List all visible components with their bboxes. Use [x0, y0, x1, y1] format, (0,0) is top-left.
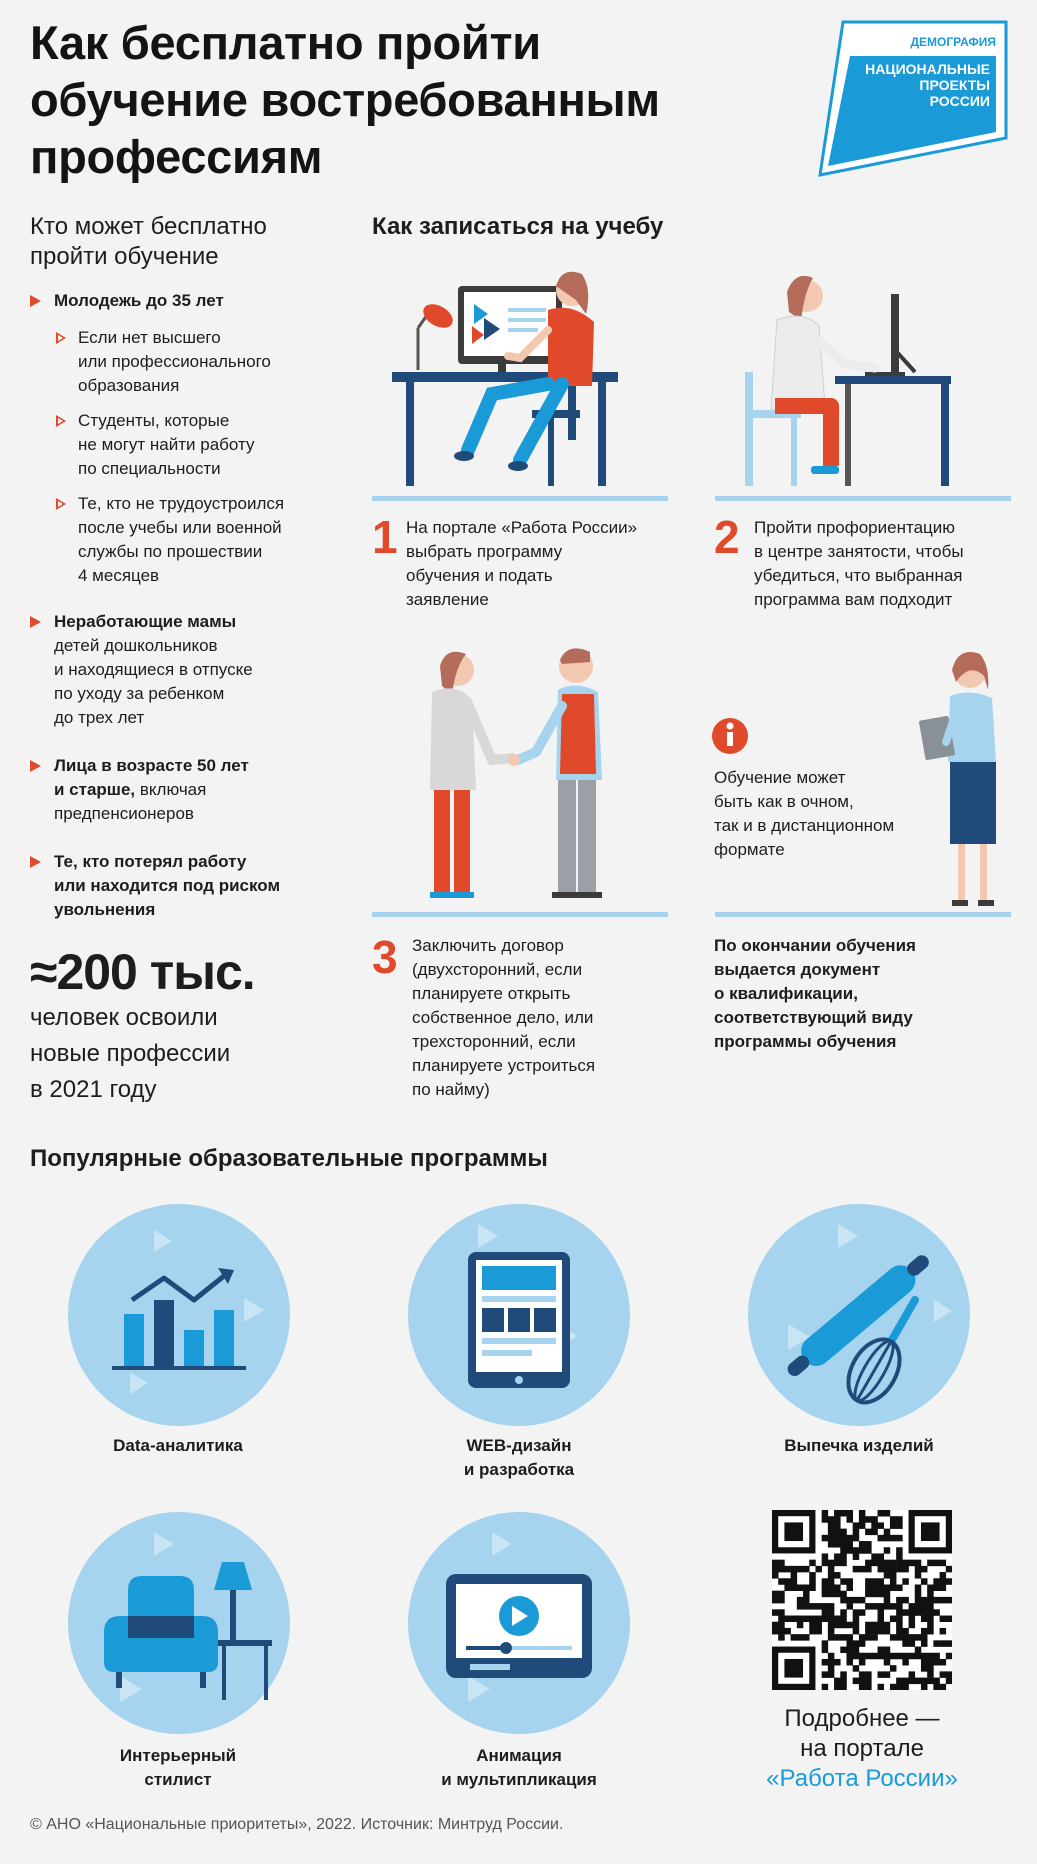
step-2-number: 2: [714, 511, 740, 563]
floor-line: [715, 912, 1011, 917]
program-label-baking: Выпечка изделий: [784, 1436, 934, 1455]
arrow-outline-icon: [56, 415, 66, 427]
sub-item-students: Студенты, которые не могут найти работу по специальности: [56, 409, 326, 481]
armchair-icon: [68, 1512, 290, 1734]
category-moms: Неработающие мамы детей дошкольников и находящиеся в отпуске по уходу за ребенком до трех лет: [30, 610, 340, 730]
svg-text:ПРОЕКТЫ: ПРОЕКТЫ: [919, 77, 990, 93]
portal-text: Подробнее — на портале «Работа России»: [742, 1704, 982, 1794]
step-2-text: Пройти профориентацию в центре занятости, чтобы убедиться, что выбранная программа вам подходит: [754, 518, 964, 609]
category-lost-job: Те, кто потерял работу или находится под риском увольнения: [30, 850, 340, 922]
floor-line: [715, 496, 1011, 501]
arrow-outline-icon: [56, 498, 66, 510]
woman-profile-desk-illustration: [715, 260, 1015, 498]
floor-line: [372, 912, 668, 917]
info-text: Обучение может быть как в очном, так и в дистанционном формате: [714, 768, 895, 859]
program-label-interior: Интерьерный стилист: [119, 1746, 237, 1789]
stat-description: человек освоили новые профессии в 2021 году: [30, 1004, 231, 1103]
video-player-icon: [408, 1512, 630, 1734]
floor-line: [372, 496, 668, 501]
rolling-pin-icon: [748, 1204, 970, 1426]
program-label-animation: Анимация и мультипликация: [441, 1746, 597, 1789]
step-3-text: Заключить договор (двухсторонний, если планируете открыть собственное дело, или трехсторонний, если планируете устроиться по найму): [412, 936, 596, 1099]
step-1-number: 1: [372, 511, 398, 563]
svg-text:НАЦИОНАЛЬНЫЕ: НАЦИОНАЛЬНЫЕ: [865, 61, 990, 77]
woman-at-computer-illustration: [372, 260, 672, 498]
arrow-icon: [30, 616, 41, 628]
info-icon: [710, 640, 770, 760]
stat-value: ≈200 тыс.: [30, 944, 255, 1000]
sub-item-no-education: Если нет высшего или профессионального образования: [56, 326, 326, 398]
chart-icon: [68, 1204, 290, 1426]
step-3-number: 3: [372, 931, 398, 983]
arrow-icon: [30, 760, 41, 772]
step-1-text: На портале «Работа России» выбрать программу обучения и подать заявление: [406, 518, 638, 609]
national-projects-logo: [818, 20, 1008, 178]
category-older: Лица в возрасте 50 лет и старше, включая предпенсионеров: [30, 754, 340, 826]
qr-code[interactable]: [772, 1510, 952, 1690]
sub-item-unemployed-after-study: Те, кто не трудоустроился после учебы или военной службы по прошествии 4 месяцев: [56, 492, 326, 588]
programs-title: Популярные образовательные программы: [30, 1145, 548, 1172]
handshake-illustration: [372, 640, 672, 916]
tablet-icon: [408, 1204, 630, 1426]
certificate-text: По окончании обучения выдается документ о квалификации, соответствующий виду программы обучения: [714, 936, 916, 1051]
footer-credits: © АНО «Национальные приоритеты», 2022. Источник: Минтруд России.: [30, 1816, 564, 1833]
arrow-outline-icon: [56, 332, 66, 344]
page-title: Как бесплатно пройти обучение востребованным профессиям: [30, 16, 660, 183]
arrow-icon: [30, 295, 41, 307]
how-to-enroll-title: Как записаться на учебу: [372, 213, 664, 240]
arrow-icon: [30, 856, 41, 868]
category-youth: Молодежь до 35 лет: [30, 289, 340, 313]
svg-text:РОССИИ: РОССИИ: [929, 93, 990, 109]
who-can-title: Кто может бесплатно пройти обучение: [30, 213, 267, 270]
program-label-web: WEB-дизайн и разработка: [463, 1436, 575, 1479]
portal-link[interactable]: «Работа России»: [766, 1765, 958, 1792]
program-label-data: Data-аналитика: [113, 1436, 243, 1455]
svg-text:ДЕМОГРАФИЯ: ДЕМОГРАФИЯ: [910, 35, 996, 49]
